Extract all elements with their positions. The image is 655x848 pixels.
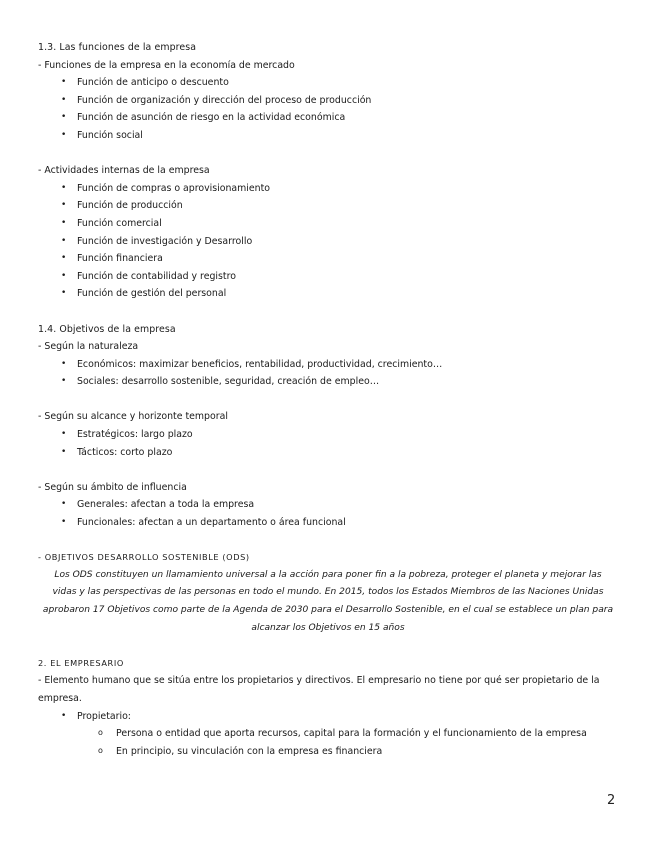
list-item: • Función financiera [38, 250, 618, 268]
list-item: • Función de compras o aprovisionamiento [38, 180, 618, 198]
sublist-item: o En principio, su vinculación con la empresa es financiera [38, 743, 618, 761]
section-1-4-heading: 1.4. Objetivos de la empresa [38, 323, 176, 335]
nature-heading: - Según la naturaleza [38, 341, 139, 353]
list-item: • Función de organización y dirección del proceso de producción [38, 92, 618, 110]
internal-activities-list [38, 180, 618, 303]
list-item: • Generales: afectan a toda la empresa [38, 496, 618, 514]
list-item: • Función de producción [38, 197, 618, 215]
list-item: • Tácticos: corto plazo [38, 444, 618, 462]
market-functions-list [38, 74, 618, 144]
sublist-item: o Persona o entidad que aporta recursos, capital para la formación y el funcionamiento de la empresa [38, 725, 618, 743]
list-item: • Función de asunción de riesgo en la actividad económica [38, 109, 618, 127]
influence-heading: - Según su ámbito de influencia [38, 481, 187, 493]
list-item: • Funcionales: afectan a un departamento o área funcional [38, 514, 618, 532]
spacer [38, 303, 618, 321]
section-1-3-heading: 1.3. Las funciones de la empresa [38, 42, 197, 53]
scope-list [38, 426, 618, 461]
list-item: • Función de contabilidad y registro [38, 268, 618, 286]
page-number: 2 [607, 793, 616, 808]
influence-list [38, 496, 618, 531]
list-item: • Función comercial [38, 215, 618, 233]
list-item: • Función social [38, 127, 618, 145]
ods-paragraph: Los ODS constituyen un llamamiento universal a la acción para poner fin a la pobreza, proteger el planeta y mejorar las vidas y las perspectivas de las personas en todo el mundo. En 2015, todos los Estados Miembros de las Naciones Unidas aprobaron 17 Objetivos como parte de la Agenda de 2030 para el Desarrollo Sostenible, en el cual se establece un plan para alcanzar los Objetivos en 15 años [42, 569, 614, 633]
market-functions-heading: - Funciones de la empresa en la economía de mercado [38, 59, 295, 71]
ods-heading: - OBJETIVOS DESARROLLO SOSTENIBLE (ODS) [38, 552, 250, 563]
spacer [38, 532, 618, 550]
spacer [38, 461, 618, 479]
list-item: • Estratégicos: largo plazo [38, 426, 618, 444]
internal-activities-heading: - Actividades internas de la empresa [38, 165, 210, 177]
section-2-heading: 2. EL EMPRESARIO [38, 657, 124, 668]
list-item: • Económicos: maximizar beneficios, rentabilidad, productividad, crecimiento… [38, 356, 618, 374]
entrepreneur-list [38, 708, 618, 726]
entrepreneur-paragraph: - Elemento humano que se sitúa entre los propietarios y directivos. El empresario no tiene por qué ser propietario de la empresa. [38, 675, 600, 704]
list-item: • Función de investigación y Desarrollo [38, 233, 618, 251]
list-item: • Sociales: desarrollo sostenible, seguridad, creación de empleo… [38, 373, 618, 391]
scope-heading: - Según su alcance y horizonte temporal [38, 411, 228, 423]
page-content [38, 39, 618, 760]
spacer [38, 145, 618, 163]
list-item: • Función de gestión del personal [38, 285, 618, 303]
spacer [38, 637, 618, 655]
list-item: • Propietario: [38, 708, 618, 726]
owner-sublist [38, 725, 618, 760]
spacer [38, 391, 618, 409]
nature-list [38, 356, 618, 391]
list-item: • Función de anticipo o descuento [38, 74, 618, 92]
